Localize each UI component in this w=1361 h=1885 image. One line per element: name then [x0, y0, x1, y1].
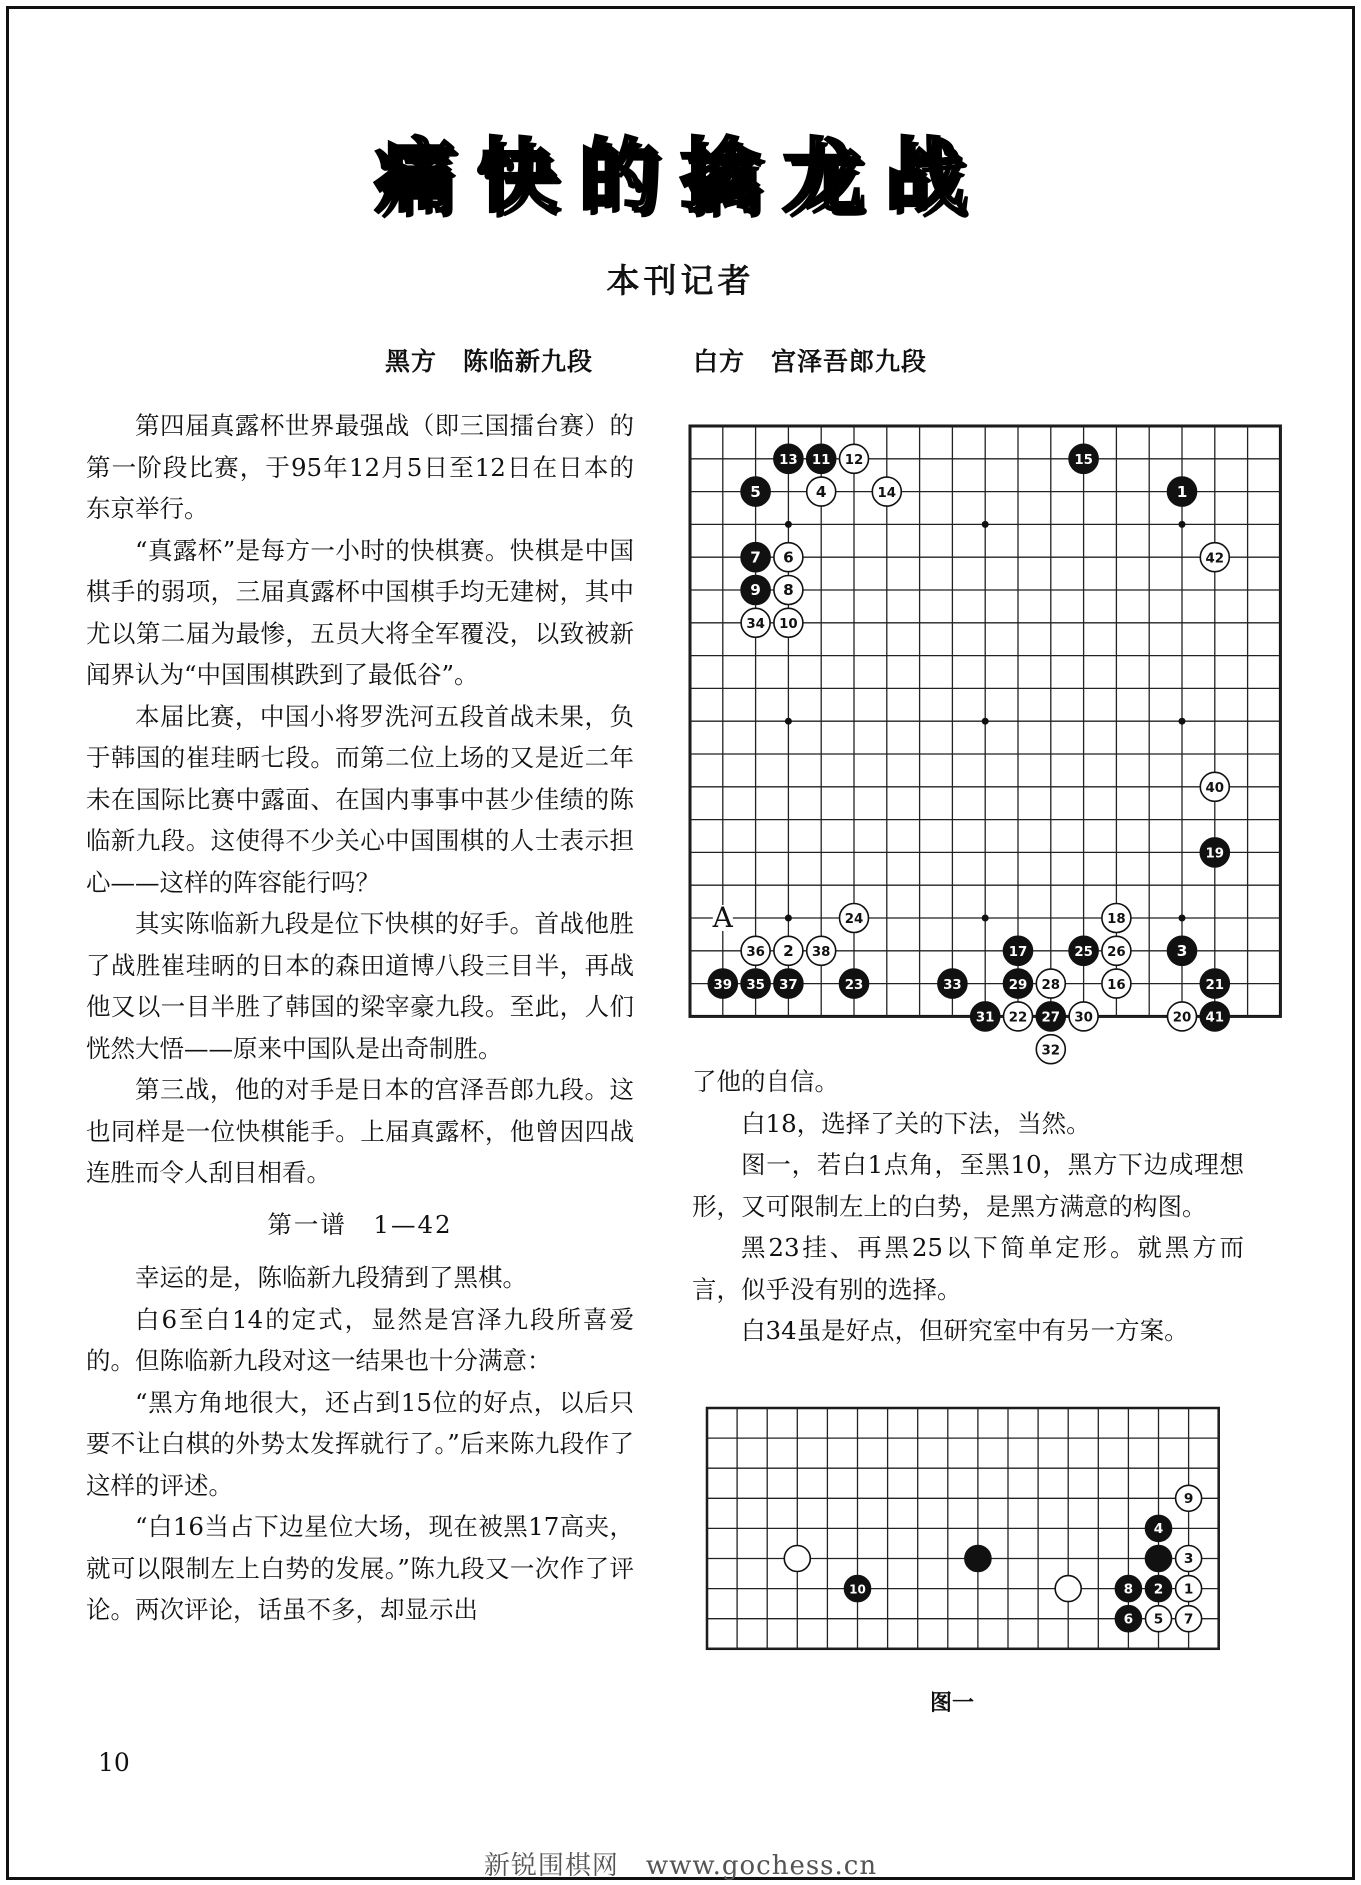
move-number: 4	[1153, 1521, 1164, 1538]
move-number: 33	[943, 977, 962, 993]
move-number: 30	[1074, 1010, 1093, 1026]
star-point	[1179, 915, 1186, 922]
move-number: 18	[1107, 912, 1126, 928]
move-number: 6	[783, 548, 794, 567]
white-stone	[1055, 1576, 1081, 1602]
paragraph: 了他的自信。	[692, 1067, 839, 1096]
move-number: 10	[849, 1582, 866, 1597]
figure-caption: 图一	[930, 1691, 975, 1716]
black-stone	[965, 1546, 991, 1572]
star-point	[982, 521, 989, 528]
article-byline: 本刊记者	[606, 261, 755, 300]
move-number: 38	[811, 945, 831, 961]
game-record-board	[680, 420, 1280, 1059]
move-number: 19	[1205, 846, 1225, 862]
star-point	[982, 915, 989, 922]
go-board-svg	[680, 420, 1280, 1059]
site-watermark: 新锐围棋网 www.gochess.cn	[483, 1851, 878, 1881]
move-number: 36	[746, 945, 765, 961]
paragraph: “黑方角地很大，还占到15位的好点，以后只要不让白棋的外势太发挥就行了。”后来陈九段作了这样的评述。	[86, 1387, 634, 1500]
star-point	[982, 718, 989, 725]
move-number: 2	[1153, 1581, 1164, 1598]
paragraph: “白16当占下边星位大场，现在被黑17高夹，就可以限制左上白势的发展。”陈九段又一次作了评论。两次评论，话虽不多，却显示出	[86, 1512, 634, 1624]
move-number: 1	[1176, 482, 1188, 501]
star-point	[785, 718, 792, 725]
black-stone	[1146, 1546, 1172, 1572]
move-number: 31	[975, 1010, 995, 1026]
move-number: 42	[1205, 551, 1225, 567]
move-number: 6	[1123, 1611, 1134, 1628]
move-number: 22	[1008, 1010, 1028, 1026]
move-number: 5	[1153, 1611, 1164, 1628]
move-number: 40	[1205, 781, 1225, 797]
variation-board	[695, 1398, 1255, 1682]
right-column	[692, 1061, 1244, 1352]
move-number: 25	[1074, 945, 1093, 961]
page-number: 10	[98, 1748, 130, 1777]
move-number: 20	[1172, 1010, 1192, 1026]
move-number: 8	[783, 581, 794, 600]
move-number: 13	[779, 453, 798, 469]
move-number: 34	[746, 617, 765, 633]
paragraph: 其实陈临新九段是位下快棋的好手。首战他胜了战胜崔珪昞的日本的森田道博八段三目半，再战他又以一目半胜了韩国的梁宰豪九段。至此，人们恍然大悟——原来中国队是出奇制胜。	[86, 909, 634, 1063]
move-number: 24	[844, 912, 864, 928]
move-number: 23	[844, 977, 864, 993]
move-number: 7	[750, 548, 761, 567]
paragraph: 第四届真露杯世界最强战（即三国擂台赛）的第一阶段比赛，于95年12月5日至12日在日本的东京举行。	[86, 411, 634, 523]
paragraph: 白18，选择了关的下法，当然。	[741, 1108, 1091, 1138]
point-label-a: A	[712, 901, 733, 934]
move-number: 7	[1183, 1611, 1194, 1628]
move-number: 17	[1008, 945, 1028, 961]
paragraph: 黑23挂、再黑25以下简单定形。就黑方而言，似乎没有别的选择。	[692, 1233, 1244, 1304]
move-number: 27	[1041, 1010, 1061, 1026]
paragraph: 图一，若白1点角，至黑10，黑方下边成理想形，又可限制左上的白势，是黑方满意的构图。	[692, 1150, 1244, 1221]
move-number: 9	[750, 581, 761, 600]
move-number: 15	[1074, 453, 1093, 469]
move-number: 3	[1183, 1551, 1194, 1568]
move-number: 37	[779, 977, 798, 993]
move-number: 9	[1183, 1490, 1194, 1507]
paragraph: 白6至白14的定式，显然是宫泽九段所喜爱的。但陈临新九段对这一结果也十分满意：	[86, 1304, 634, 1375]
paragraph: “真露杯”是每方一小时的快棋赛。快棋是中国棋手的弱项，三届真露杯中国棋手均无建树，其中尤以第二届为最惨，五员大将全军覆没，以致被新闻界认为“中国围棋跌到了最低谷”。	[86, 535, 634, 689]
move-number: 11	[811, 453, 831, 469]
white-player: 白方 宫泽吾郎九段	[693, 347, 928, 376]
star-point	[1179, 521, 1186, 528]
black-player: 黑方 陈临新九段	[385, 347, 594, 376]
article-title: 痛快的擒龙战	[374, 130, 987, 223]
move-number: 5	[750, 482, 761, 501]
move-number: 10	[779, 617, 798, 633]
paragraph: 本届比赛，中国小将罗洗河五段首战未果，负于韩国的崔珪昞七段。而第二位上场的又是近二年未在国际比赛中露面、在国内事事中甚少佳绩的陈临新九段。这使得不少关心中国围棋的人士表示担心——这样的阵容能行吗？	[86, 701, 634, 897]
move-number: 32	[1041, 1043, 1061, 1059]
move-number: 8	[1123, 1581, 1134, 1598]
left-column	[86, 405, 634, 1631]
move-number: 14	[877, 485, 897, 501]
star-point	[785, 915, 792, 922]
move-number: 4	[815, 482, 827, 501]
move-number: 3	[1176, 942, 1188, 961]
move-number: 2	[783, 942, 794, 961]
move-number: 39	[713, 977, 733, 993]
move-number: 29	[1008, 977, 1028, 993]
move-number: 28	[1041, 977, 1061, 993]
move-number: 21	[1205, 977, 1225, 993]
star-point	[785, 521, 792, 528]
section-heading: 第一谱 1—42	[267, 1209, 453, 1239]
star-point	[1179, 718, 1186, 725]
move-number: 35	[746, 977, 765, 993]
paragraph: 幸运的是，陈临新九段猜到了黑棋。	[135, 1263, 527, 1292]
paragraph: 第三战，他的对手是日本的宫泽吾郎九段。这也同样是一位快棋能手。上届真露杯，他曾因四战连胜而令人刮目相看。	[86, 1075, 634, 1187]
move-number: 41	[1205, 1010, 1225, 1026]
move-number: 26	[1107, 945, 1126, 961]
move-number: 16	[1107, 977, 1126, 993]
move-number: 1	[1183, 1581, 1194, 1598]
white-stone	[784, 1546, 810, 1572]
move-number: 12	[844, 453, 864, 469]
paragraph: 白34虽是好点，但研究室中有另一方案。	[741, 1316, 1189, 1345]
go-board-svg	[695, 1398, 1255, 1678]
